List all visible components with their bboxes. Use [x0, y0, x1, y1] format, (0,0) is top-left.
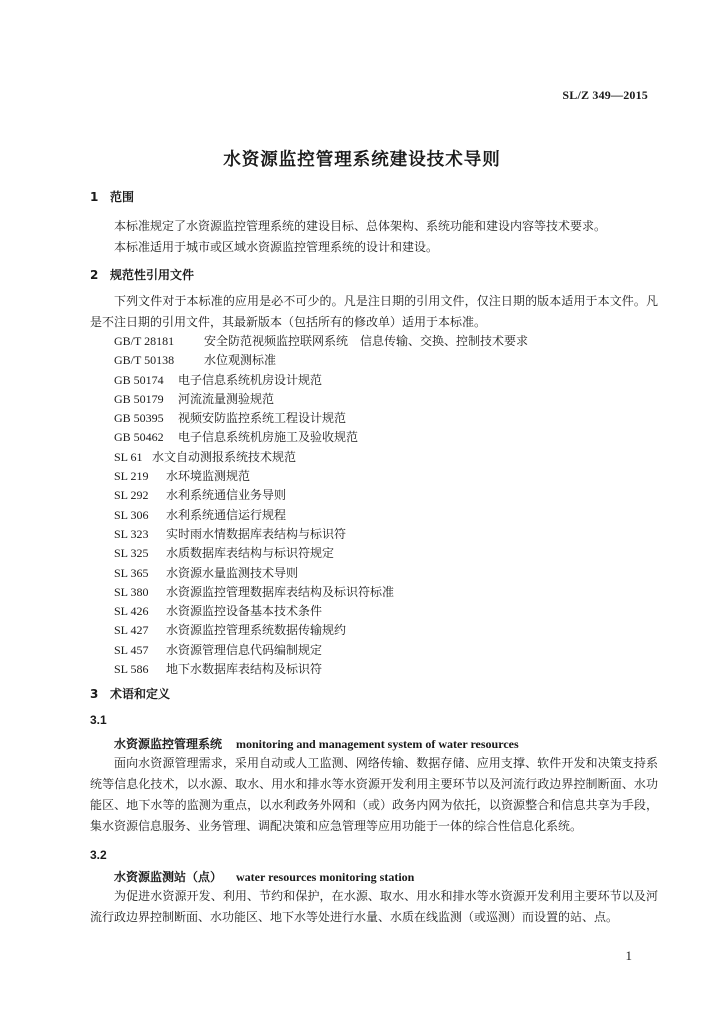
list-item	[114, 621, 528, 640]
reference-title: 水资源监控管理数据库表结构及标识符标准	[166, 584, 395, 599]
section-2-intro: 下列文件对于本标准的应用是必不可少的。凡是注日期的引用文件，仅注日期的版本适用于本文件。凡是不注日期的引用文件，其最新版本（包括所有的修改单）适用于本标准。	[90, 294, 658, 329]
term-definition: 为促进水资源开发、利用、节约和保护，在水源、取水、用水和排水等水资源开发利用主要环节以及河流行政边界控制断面、水功能区、地下水等处进行水量、水质在线监测（或巡测）而设置的站、点。	[90, 889, 658, 924]
section-title: 规范性引用文件	[110, 268, 195, 282]
reference-code: SL 306	[114, 507, 149, 522]
reference-title: 水资源监控设备基本技术条件	[166, 604, 323, 619]
list-item	[114, 448, 528, 467]
reference-title: 水利系统通信运行规程	[166, 507, 287, 522]
list-item	[114, 564, 528, 583]
standard-code: SL/Z 349—2015	[562, 88, 648, 102]
list-item	[114, 641, 528, 660]
section-title: 范围	[110, 190, 135, 204]
list-item	[114, 506, 528, 525]
list-item	[114, 525, 528, 544]
reference-code: SL 61	[114, 449, 143, 464]
term-chinese: 水资源监测站（点）	[114, 870, 223, 884]
normative-references-list	[114, 332, 528, 679]
term-english: water resources monitoring station	[236, 870, 415, 884]
section-3-heading	[90, 685, 170, 702]
term-title	[114, 868, 414, 885]
reference-title: 水环境监测规范	[166, 469, 251, 484]
reference-code: SL 292	[114, 488, 149, 503]
reference-code: SL 426	[114, 604, 149, 619]
list-item	[114, 467, 528, 486]
reference-title: 水质数据库表结构与标识符规定	[166, 546, 335, 561]
reference-title: 地下水数据库表结构及标识符	[166, 662, 323, 677]
section-1-heading	[90, 188, 134, 205]
section-2-heading	[90, 266, 194, 283]
reference-code: SL 586	[114, 662, 149, 677]
section-1-paragraph-1: 本标准规定了水资源监控管理系统的建设目标、总体架构、系统功能和建设内容等技术要求。	[114, 219, 607, 233]
reference-title: 水位观测标准	[204, 353, 277, 368]
list-item	[114, 332, 528, 351]
reference-code: SL 325	[114, 546, 149, 561]
reference-title: 电子信息系统机房设计规范	[178, 372, 323, 387]
reference-code: GB 50462	[114, 430, 164, 445]
term-english: monitoring and management system of water resources	[236, 737, 519, 751]
reference-title: 水资源管理信息代码编制规定	[166, 642, 323, 657]
reference-code: GB 50395	[114, 411, 164, 426]
reference-code: SL 380	[114, 584, 149, 599]
term-definition: 面向水资源管理需求，采用自动或人工监测、网络传输、数据存储、应用支撑、软件开发和决策支持系统等信息化技术，以水源、取水、用水和排水等水资源开发利用主要环节以及河流行政边界控制断面、水功能区、地下水等的监测为重点，以水利政务外网和（或）政务内网为依托，以资源整合和信息共享为手段，集水资源信息服务、业务管理、调配决策和应急管理等应用功能于一体的综合性信息化系统。	[90, 756, 658, 833]
reference-code: GB/T 28181	[114, 334, 175, 348]
reference-title: 电子信息系统机房施工及验收规范	[178, 430, 359, 445]
reference-code: GB 50179	[114, 391, 164, 406]
list-item	[114, 544, 528, 563]
reference-title: 水利系统通信业务导则	[166, 488, 287, 503]
list-item	[114, 351, 528, 370]
list-item	[114, 660, 528, 679]
list-item	[114, 428, 528, 447]
reference-title: 水资源监控管理系统数据传输规约	[166, 623, 347, 638]
reference-title: 河流流量测验规范	[178, 391, 275, 406]
reference-title: 安全防范视频监控联网系统 信息传输、交换、控制技术要求	[204, 334, 529, 348]
list-item	[114, 409, 528, 428]
term-title	[114, 735, 519, 752]
section-number: 2	[90, 268, 99, 282]
reference-title: 水文自动测报系统技术规范	[152, 449, 297, 464]
section-title: 术语和定义	[110, 687, 171, 701]
list-item	[114, 371, 528, 390]
reference-code: SL 457	[114, 642, 149, 657]
section-number: 3	[90, 687, 99, 701]
reference-title: 实时雨水情数据库表结构与标识符	[166, 526, 347, 541]
list-item	[114, 486, 528, 505]
reference-code: SL 219	[114, 469, 149, 484]
term-number: 3.1	[90, 713, 107, 727]
page-number: 1	[625, 948, 632, 963]
document-title: 水资源监控管理系统建设技术导则	[223, 150, 501, 170]
section-1-paragraph-2: 本标准适用于城市或区域水资源监控管理系统的设计和建设。	[114, 240, 439, 254]
list-item	[114, 583, 528, 602]
term-number: 3.2	[90, 848, 107, 862]
reference-code: SL 427	[114, 623, 149, 638]
list-item	[114, 390, 528, 409]
section-number: 1	[90, 190, 99, 204]
reference-code: GB/T 50138	[114, 353, 175, 368]
reference-code: GB 50174	[114, 372, 164, 387]
reference-code: SL 365	[114, 565, 149, 580]
reference-title: 视频安防监控系统工程设计规范	[178, 411, 347, 426]
term-chinese: 水资源监控管理系统	[114, 737, 223, 751]
reference-code: SL 323	[114, 526, 149, 541]
list-item	[114, 602, 528, 621]
reference-title: 水资源水量监测技术导则	[166, 565, 299, 580]
